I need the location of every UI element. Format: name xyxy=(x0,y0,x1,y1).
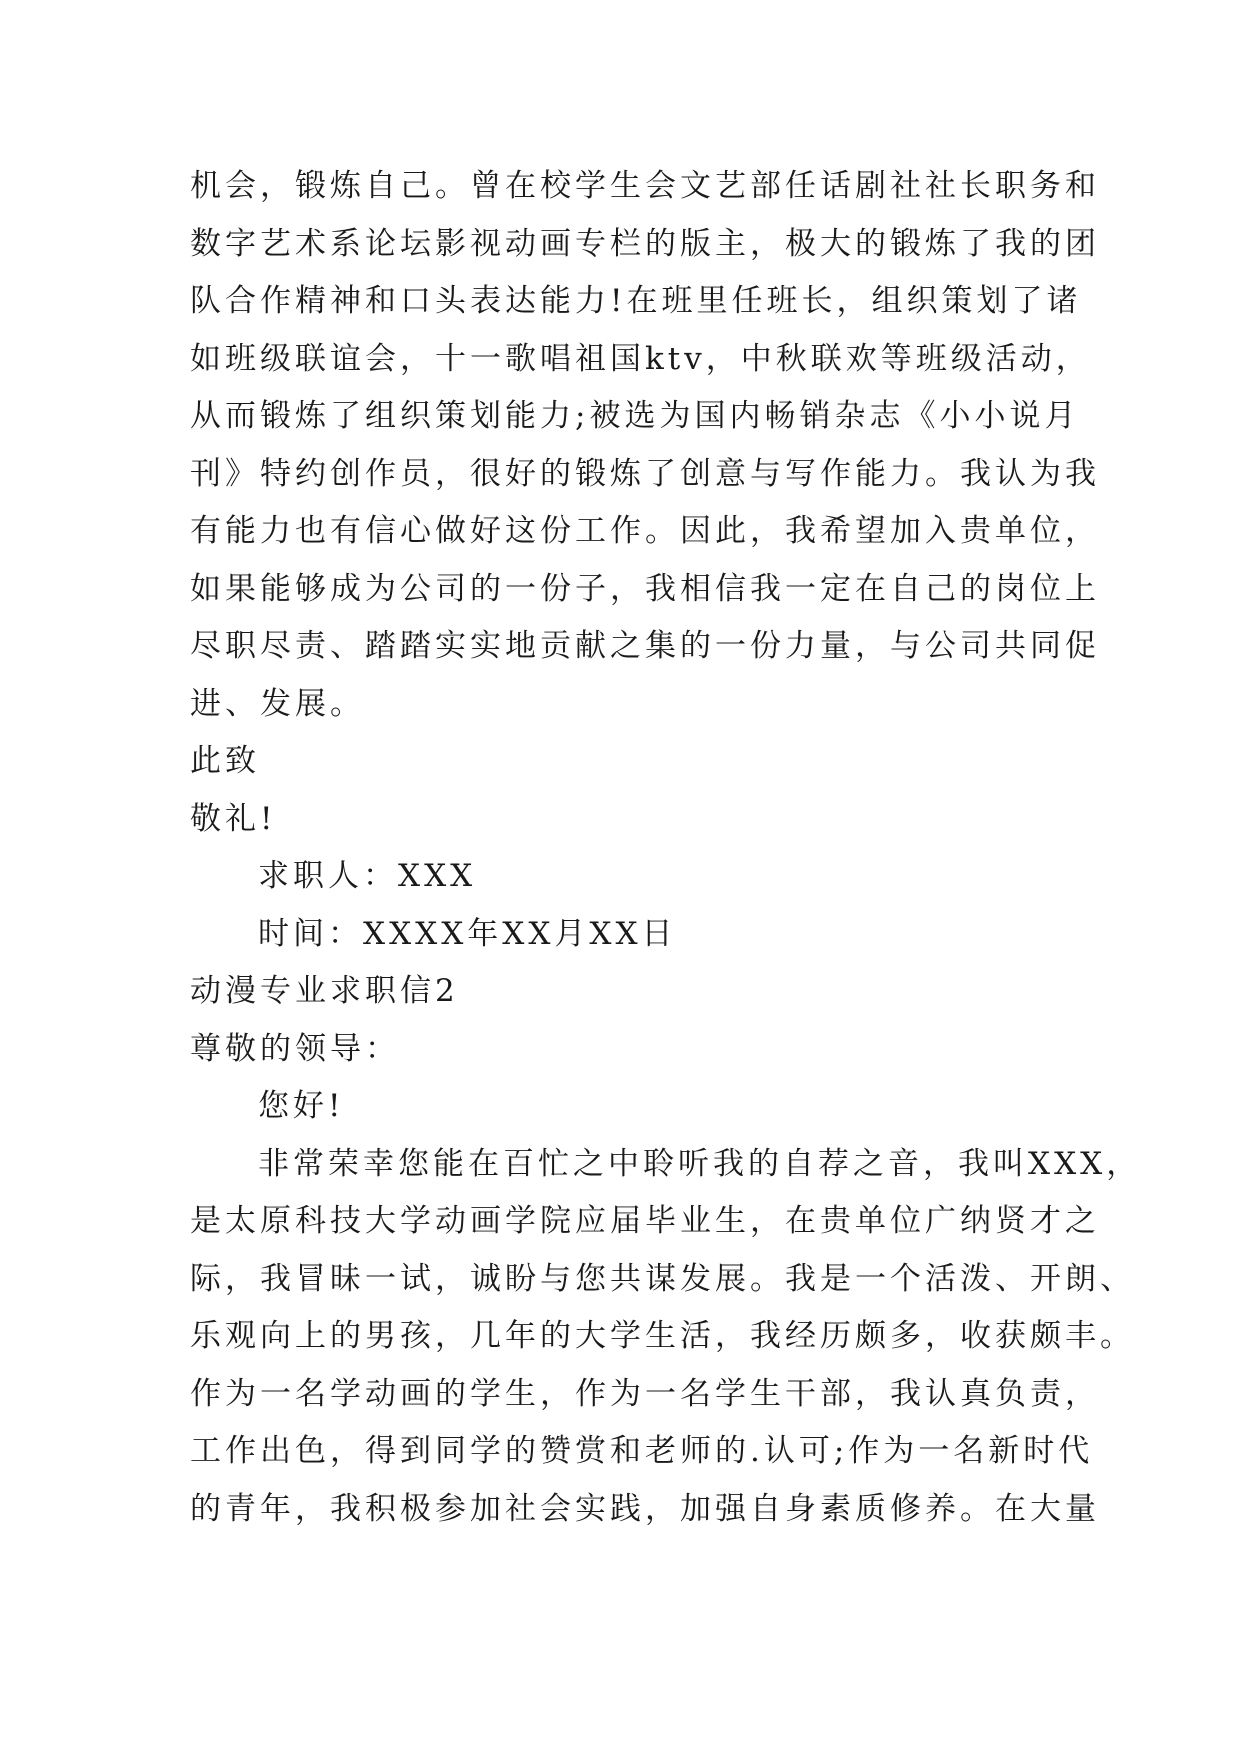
paragraph-line: 机会，锻炼自己。曾在校学生会文艺部任话剧社社长职务和 xyxy=(190,168,1100,204)
paragraph-line: 尽职尽责、踏踏实实地贡献之集的一份力量，与公司共同促 xyxy=(190,628,1100,664)
paragraph-line: 的青年，我积极参加社会实践，加强自身素质修养。在大量 xyxy=(190,1490,1100,1527)
paragraph-line: 进、发展。 xyxy=(190,685,365,722)
signature-applicant: 求职人：XXX xyxy=(258,858,477,894)
paragraph-line: 数字艺术系论坛影视动画专栏的版主，极大的锻炼了我的团 xyxy=(190,225,1100,262)
paragraph-line: 际，我冒昧一试，诚盼与您共谋发展。我是一个活泼、开朗、 xyxy=(190,1260,1135,1297)
paragraph-line: 如果能够成为公司的一份子，我相信我一定在自己的岗位上 xyxy=(190,570,1100,607)
paragraph-line: 乐观向上的男孩，几年的大学生活，我经历颇多，收获颇丰。 xyxy=(190,1318,1135,1354)
document-body xyxy=(190,158,1142,1538)
paragraph-line: 从而锻炼了组织策划能力;被选为国内畅销杂志《小小说月 xyxy=(190,398,1080,434)
paragraph-line: 有能力也有信心做好这份工作。因此，我希望加入贵单位， xyxy=(190,513,1100,549)
paragraph-line: 非常荣幸您能在百忙之中聆听我的自荐之音，我叫XXX， xyxy=(258,1145,1142,1182)
closing-line: 敬礼! xyxy=(190,800,277,837)
paragraph-line: 如班级联谊会，十一歌唱祖国ktv，中秋联欢等班级活动， xyxy=(190,340,1091,377)
paragraph-line: 作为一名学动画的学生，作为一名学生干部，我认真负责， xyxy=(190,1375,1100,1412)
closing-line: 此致 xyxy=(190,743,260,779)
signature-date: 时间：XXXX年XX月XX日 xyxy=(258,915,677,952)
paragraph-line: 刊》特约创作员，很好的锻炼了创意与写作能力。我认为我 xyxy=(190,455,1100,492)
greeting: 您好! xyxy=(258,1088,345,1124)
paragraph-line: 是太原科技大学动画学院应届毕业生，在贵单位广纳贤才之 xyxy=(190,1203,1100,1239)
paragraph-line: 队合作精神和口头表达能力!在班里任班长，组织策划了诸 xyxy=(190,283,1082,319)
paragraph-line: 工作出色，得到同学的赞赏和老师的.认可;作为一名新时代 xyxy=(190,1433,1094,1469)
section-title: 动漫专业求职信2 xyxy=(190,973,459,1009)
salutation: 尊敬的领导： xyxy=(190,1030,400,1067)
